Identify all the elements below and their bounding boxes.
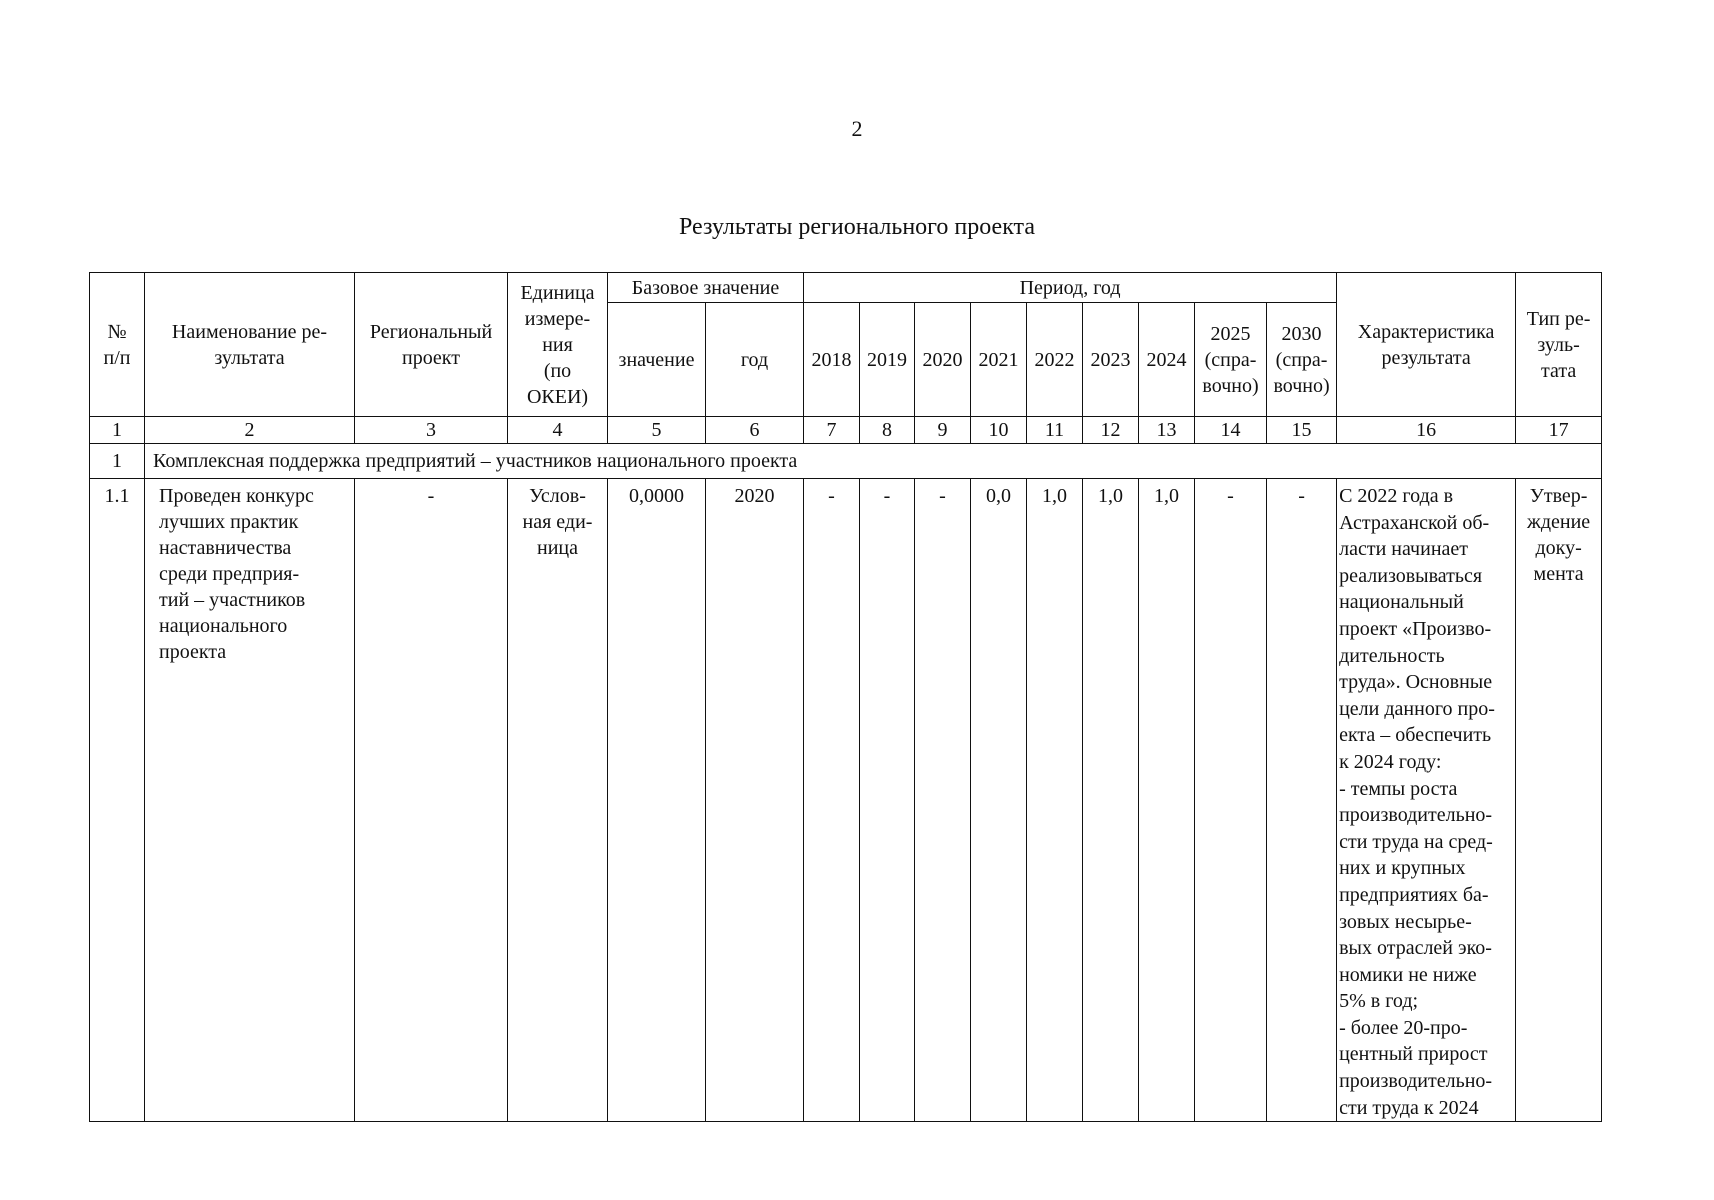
column-number: 16 bbox=[1337, 417, 1516, 444]
column-number: 4 bbox=[508, 417, 608, 444]
section-title: Комплексная поддержка предприятий – участников национального проекта bbox=[145, 444, 1602, 479]
row-name: Проведен конкурс лучших практик наставничества среди предприя- тий – участников национального проекта bbox=[145, 479, 355, 1122]
header-base-group: Базовое значение bbox=[608, 273, 804, 303]
column-number: 6 bbox=[706, 417, 804, 444]
header-year-2020: 2020 bbox=[915, 303, 971, 417]
column-number: 9 bbox=[915, 417, 971, 444]
section-num: 1 bbox=[90, 444, 145, 479]
header-year-2023: 2023 bbox=[1083, 303, 1139, 417]
header-base-year: год bbox=[706, 303, 804, 417]
header-year-2019: 2019 bbox=[860, 303, 915, 417]
column-number: 13 bbox=[1139, 417, 1195, 444]
row-value-2023: 1,0 bbox=[1083, 479, 1139, 1122]
document-title: Результаты регионального проекта bbox=[679, 214, 1035, 240]
header-year-2025: 2025 (спра- вочно) bbox=[1195, 303, 1267, 417]
column-number: 15 bbox=[1267, 417, 1337, 444]
header-period-group: Период, год bbox=[804, 273, 1337, 303]
column-number: 7 bbox=[804, 417, 860, 444]
row-value-2018: - bbox=[804, 479, 860, 1122]
header-year-2022: 2022 bbox=[1027, 303, 1083, 417]
row-value-2020: - bbox=[915, 479, 971, 1122]
column-number: 14 bbox=[1195, 417, 1267, 444]
table-row bbox=[90, 479, 1602, 1122]
column-number: 2 bbox=[145, 417, 355, 444]
row-project: - bbox=[355, 479, 508, 1122]
column-number: 8 bbox=[860, 417, 915, 444]
column-number: 10 bbox=[971, 417, 1027, 444]
row-characteristic: С 2022 года в Астраханской об- ласти начинает реализовываться национальный проект «Произво- дительность труда». Основные цели данного про- екта – обеспечить к 2024 году: - темпы роста производительно- сти труда на сред- них и крупных предприятиях ба- зовых несырье- вых отраслей эко- номики не ниже 5% в год; - более 20-про- центный прирост производительно- сти труда к 2024 bbox=[1337, 479, 1516, 1122]
row-unit: Услов- ная еди- ница bbox=[508, 479, 608, 1122]
header-unit: Единица измере- ния (по ОКЕИ) bbox=[508, 273, 608, 417]
section-row bbox=[90, 444, 1602, 479]
row-value-2021: 0,0 bbox=[971, 479, 1027, 1122]
row-value-2019: - bbox=[860, 479, 915, 1122]
results-table bbox=[89, 272, 1602, 1122]
header-year-2021: 2021 bbox=[971, 303, 1027, 417]
row-value-2022: 1,0 bbox=[1027, 479, 1083, 1122]
row-base-year: 2020 bbox=[706, 479, 804, 1122]
row-type: Утвер- ждение доку- мента bbox=[1516, 479, 1602, 1122]
column-number: 17 bbox=[1516, 417, 1602, 444]
row-base-value: 0,0000 bbox=[608, 479, 706, 1122]
header-year-2024: 2024 bbox=[1139, 303, 1195, 417]
header-year-2018: 2018 bbox=[804, 303, 860, 417]
header-project: Региональный проект bbox=[355, 273, 508, 417]
column-number: 5 bbox=[608, 417, 706, 444]
column-number: 3 bbox=[355, 417, 508, 444]
column-number: 1 bbox=[90, 417, 145, 444]
column-number: 12 bbox=[1083, 417, 1139, 444]
header-characteristic: Характеристика результата bbox=[1337, 273, 1516, 417]
column-number-row bbox=[90, 417, 1602, 444]
header-type: Тип ре- зуль- тата bbox=[1516, 273, 1602, 417]
header-name: Наименование ре- зультата bbox=[145, 273, 355, 417]
row-value-2030: - bbox=[1267, 479, 1337, 1122]
header-year-2030: 2030 (спра- вочно) bbox=[1267, 303, 1337, 417]
row-value-2025: - bbox=[1195, 479, 1267, 1122]
column-number: 11 bbox=[1027, 417, 1083, 444]
page-number: 2 bbox=[851, 116, 863, 141]
header-base-value: значение bbox=[608, 303, 706, 417]
row-num: 1.1 bbox=[90, 479, 145, 1122]
row-value-2024: 1,0 bbox=[1139, 479, 1195, 1122]
header-num: № п/п bbox=[90, 273, 145, 417]
